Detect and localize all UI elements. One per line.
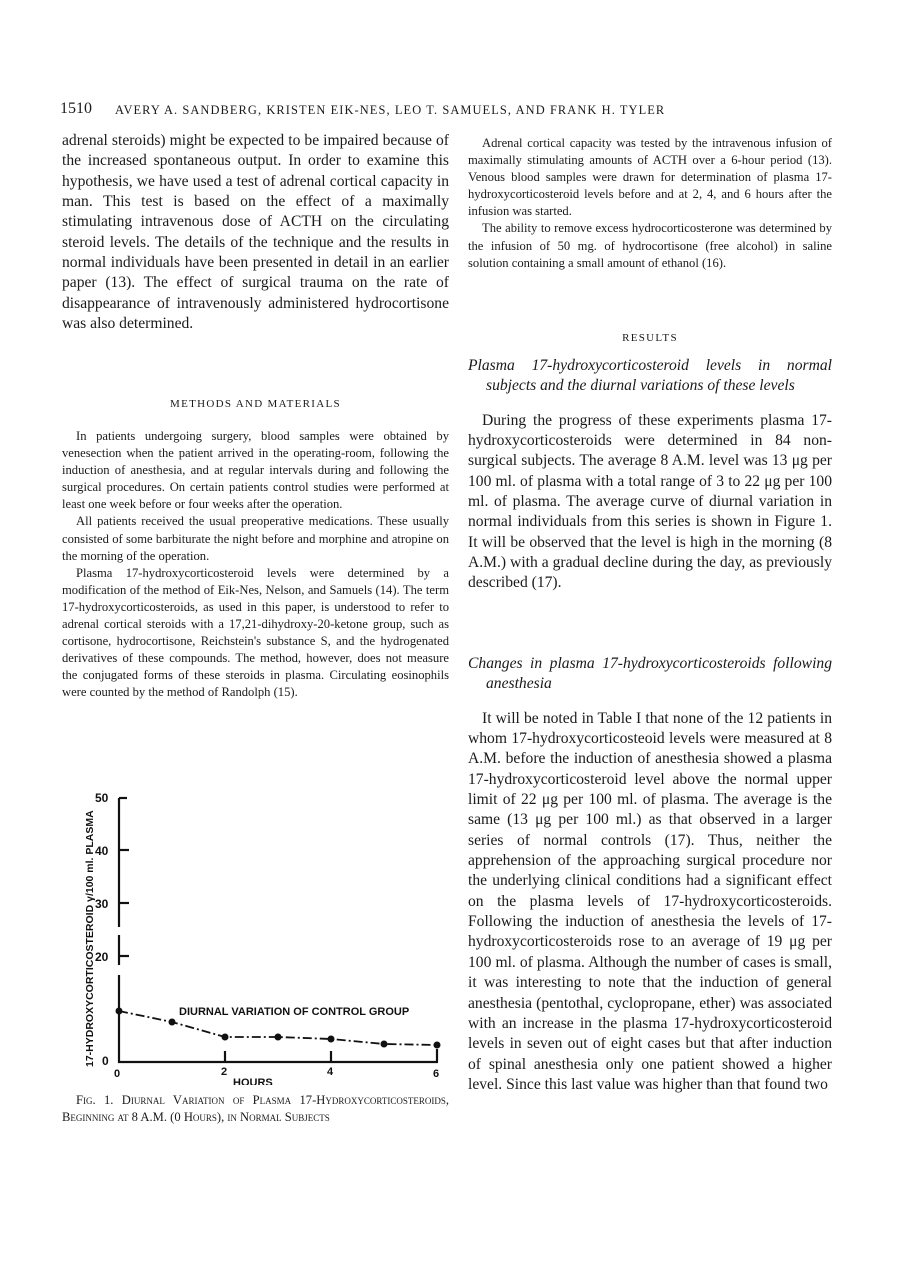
methods-section: [62, 398, 449, 410]
svg-text:20: 20: [95, 950, 109, 964]
right-column-methods: [468, 135, 832, 272]
y-axis-label: 17-HYDROXYCORTICOSTEROID γ/100 ml. PLASMA: [84, 810, 96, 1067]
series-annotation: DIURNAL VARIATION OF CONTROL GROUP: [179, 1006, 410, 1018]
diurnal-variation-line-chart: [55, 785, 455, 1085]
methods-paragraph-2: All patients received the usual preoperative medications. These usually consisted of some barbiturate the night before and morphine and atropine on the morning of the operation.: [62, 514, 449, 563]
running-authors: AVERY A. SANDBERG, KRISTEN EIK-NES, LEO T. SAMUELS, AND FRANK H. TYLER: [115, 103, 666, 117]
svg-text:2: 2: [221, 1066, 228, 1078]
svg-text:4: 4: [327, 1066, 334, 1078]
figure-caption: Fig. 1. Diurnal Variation of Plasma 17-Hydroxycorticosteroids, Beginning at 8 A.M. (0 Hours), in Normal Subjects: [62, 1093, 449, 1125]
svg-text:6: 6: [433, 1068, 440, 1080]
subsection-heading-normal-levels: Plasma 17-hydroxycorticosteroid levels in normal subjects and the diurnal variations of these levels: [468, 357, 832, 395]
results-subsection-2: [468, 654, 832, 1095]
left-column: [62, 131, 449, 334]
methods-paragraph-1: In patients undergoing surgery, blood samples were obtained by venesection when the patient arrived in the operating-room, following the induction of anesthesia, and at regular intervals during and following the surgical procedures. On certain patients control studies were performed at least one week before or four weeks after the operation.: [62, 429, 449, 512]
acth-test-paragraph: Adrenal cortical capacity was tested by the intravenous infusion of maximally stimulating amounts of ACTH over a 6-hour period (13). Venous blood samples were drawn for determination of plasma 17-hydroxycorticosteroid levels before and at 2, 4, and 6 hours after the infusion was started.: [468, 136, 832, 219]
results-subsection-1: [468, 356, 832, 594]
intro-paragraph: adrenal steroids) might be expected to be impaired because of the increased spontaneous output. In order to examine this hypothesis, we have used a test of adrenal cortical capacity in man. This test is based on the effect of a maximally stimulating intravenous dose of ACTH on the circulating steroid levels. The details of the technique and the results in normal individuals have been presented in detail in an earlier paper (13). The effect of surgical trauma on the rate of disappearance of intravenously administered hydrocortisone was also determined.: [62, 132, 449, 333]
svg-text:30: 30: [95, 897, 109, 911]
results-paragraph-1: During the progress of these experiments plasma 17-hydroxycorticosteroids were determined in 84 non-surgical subjects. The average 8 A.M. level was 13 μg per 100 ml. of plasma with a total range of 3 to 22 μg per 100 ml. of plasma. The average curve of diurnal variation in normal individuals from this series is shown in Figure 1. It will be observed that the level is high in the morning (8 A.M.) with a gradual decline during the day, as previously described (17).: [468, 411, 832, 592]
methods-heading: METHODS AND MATERIALS: [170, 398, 341, 410]
page-number: 1510: [60, 100, 92, 117]
figure-1-chart: [55, 785, 455, 1085]
methods-body: [62, 428, 449, 702]
subsection-heading-anesthesia: Changes in plasma 17-hydroxycorticosteroids following anesthesia: [468, 655, 832, 693]
methods-paragraph-3: Plasma 17-hydroxycorticosteroid levels were determined by a modification of the method of Eik-Nes, Nelson, and Samuels (14). The term 17-hydroxycorticosteroids, as used in this paper, is understood to refer to adrenal cortical steroids with a 17,21-dihydroxy-20-ketone group, such as cortisone, hydrocortisone, Reichstein's substance S, and the hydrogenated derivatives of these compounds. The method, however, does not measure the conjugated forms of these steroids in plasma. Circulating eosinophils were counted by the method of Randolph (15).: [62, 565, 449, 700]
figure-caption-block: [62, 1092, 449, 1127]
x-tick-labels: [114, 1066, 439, 1080]
running-header: [60, 100, 840, 122]
svg-text:50: 50: [95, 791, 109, 805]
axes: [118, 798, 438, 1063]
svg-text:0: 0: [114, 1068, 121, 1080]
svg-text:40: 40: [95, 844, 109, 858]
results-heading: RESULTS: [622, 332, 678, 344]
results-section: [468, 332, 832, 344]
y-tick-labels: [95, 791, 109, 1068]
hydrocortisone-infusion-paragraph: The ability to remove excess hydrocorticosterone was determined by the infusion of 50 mg. of hydrocortisone (free alcohol) in saline solution containing a small amount of ethanol (16).: [468, 221, 832, 270]
results-paragraph-2: It will be noted in Table I that none of the 12 patients in whom 17-hydroxycorticosteoid levels were measured at 8 A.M. before the induction of anesthesia showed a plasma 17-hydroxycorticosteroid level above the normal upper limit of 22 μg per 100 ml. of plasma. The average is the same (13 μg per 100 ml.) as that observed in a larger series of normal controls (17). Thus, neither the apprehension of the approaching surgical procedure nor the underlying clinical conditions had a significant effect on the plasma levels of 17-hydroxycorticosteroids. Following the induction of anesthesia the levels of 17-hydroxycorticosteroids rose to an average of 19 μg per 100 ml. of plasma. Although the number of cases is small, it was interesting to note that the induction of general anesthesia (pentothal, cyclopropane, ether) was associated with an increase in the plasma 17-hydroxycorticosteroid levels in seven out of eight cases but that after induction of spinal anesthesia only one patient showed a higher level. Since this last value was higher than that found two: [468, 709, 832, 1093]
x-axis-label: HOURS: [233, 1077, 273, 1085]
svg-text:0: 0: [102, 1054, 109, 1068]
